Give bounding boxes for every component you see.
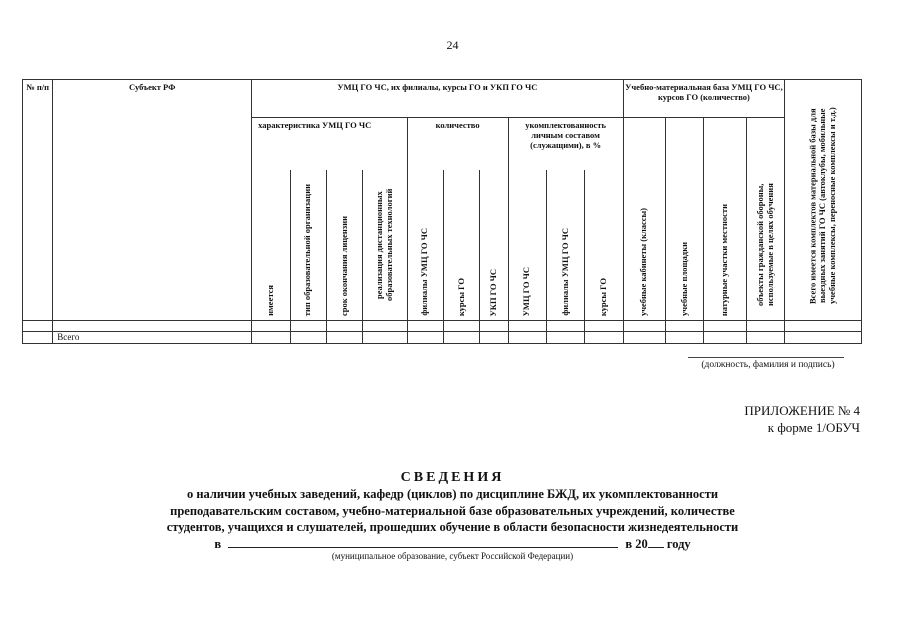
document-heading [0, 470, 905, 561]
col-v-11 [666, 118, 704, 321]
col-v-10 [623, 118, 665, 321]
year-blank[interactable] [648, 536, 664, 548]
col-v-10-label: учебные кабинеты (классы) [638, 207, 649, 316]
col-v-1-label: тип образовательной организации [302, 183, 313, 316]
col-v-7 [508, 170, 546, 321]
appendix-form: к форме 1/ОБУЧ [767, 419, 860, 435]
col-v-9 [585, 170, 623, 321]
col-v-0-label: имеется [264, 285, 275, 316]
heading-line-2: преподавательским составом, учебно-материальной базе образовательных учреждений, количестве [170, 503, 735, 518]
col-v-6-label: УКП ГО ЧС [488, 268, 499, 316]
sub-staff-header: укомплектованность личным составом (служащими), в % [508, 118, 623, 171]
signature-line [688, 357, 844, 358]
col-v-13 [746, 118, 784, 321]
col-num-header: № п/п [23, 80, 53, 321]
col-v-4-label: филиалы УМЦ ГО ЧС [419, 228, 430, 316]
col-v-4 [407, 170, 443, 321]
sub-qty-header: количество [407, 118, 508, 171]
heading-prefix: в [214, 536, 222, 551]
col-v-11-label: учебные площадки [678, 242, 689, 316]
appendix-title: ПРИЛОЖЕНИЕ № 4 [744, 403, 860, 418]
heading-year-prefix: в 20 [625, 536, 648, 551]
group-base-header: Учебно-материальная база УМЦ ГО ЧС, курсов ГО (количество) [623, 80, 785, 118]
heading-line-3: студентов, учащихся и слушателей, прошедших обучение в области безопасности жизнедеятельности [166, 520, 739, 534]
col-subject-header: Субъект РФ [53, 80, 252, 321]
appendix-block [744, 403, 860, 437]
table-row [23, 321, 862, 332]
col-v-9-label: курсы ГО [598, 277, 609, 316]
page-number: 24 [446, 38, 459, 52]
heading-title: СВЕДЕНИЯ [400, 470, 505, 485]
col-total-header [785, 80, 862, 321]
col-v-5-label: курсы ГО [455, 277, 466, 316]
report-table [22, 79, 862, 344]
heading-year-suffix: году [666, 536, 691, 551]
heading-line-4 [0, 536, 905, 553]
municipality-caption: (муниципальное образование, субъект Российской Федерации) [331, 551, 574, 561]
municipality-blank[interactable] [228, 536, 618, 548]
col-v-2 [326, 170, 362, 321]
group-umc-header: УМЦ ГО ЧС, их филиалы, курсы ГО и УКП ГО ЧС [252, 80, 624, 118]
col-v-8 [546, 170, 584, 321]
col-v-12 [704, 118, 746, 321]
col-v-12-label: натурные участки местности [719, 203, 730, 316]
col-v-3 [363, 170, 407, 321]
sub-char-header: характеристика УМЦ ГО ЧС [252, 118, 407, 171]
col-total-label: Всего имеется комплектов материальной базы для выездных занятий ГО ЧС (автоклубы, мобильные учебные комплексы, переносные комплексы и т.д.) [807, 107, 837, 305]
col-v-3-label: реализация дистанционных образовательных технологий [374, 188, 394, 302]
col-v-6 [480, 170, 508, 321]
col-v-5 [443, 170, 479, 321]
col-v-7-label: УМЦ ГО ЧС [521, 266, 532, 316]
col-v-0 [252, 170, 290, 321]
table-row-total [23, 332, 862, 344]
col-v-13-label: объекты гражданской обороны, используемые в целях обучения [754, 183, 775, 307]
heading-line-1: о наличии учебных заведений, кафедр (циклов) по дисциплине БЖД, их укомплектованности [186, 487, 719, 501]
col-v-8-label: филиалы УМЦ ГО ЧС [559, 228, 570, 316]
col-v-2-label: срок окончания лицензии [338, 216, 349, 316]
header-row-1 [23, 80, 862, 118]
total-row-label: Всего [53, 332, 252, 344]
signature-caption: (должность, фамилия и подпись) [701, 360, 835, 370]
col-v-1 [290, 170, 326, 321]
